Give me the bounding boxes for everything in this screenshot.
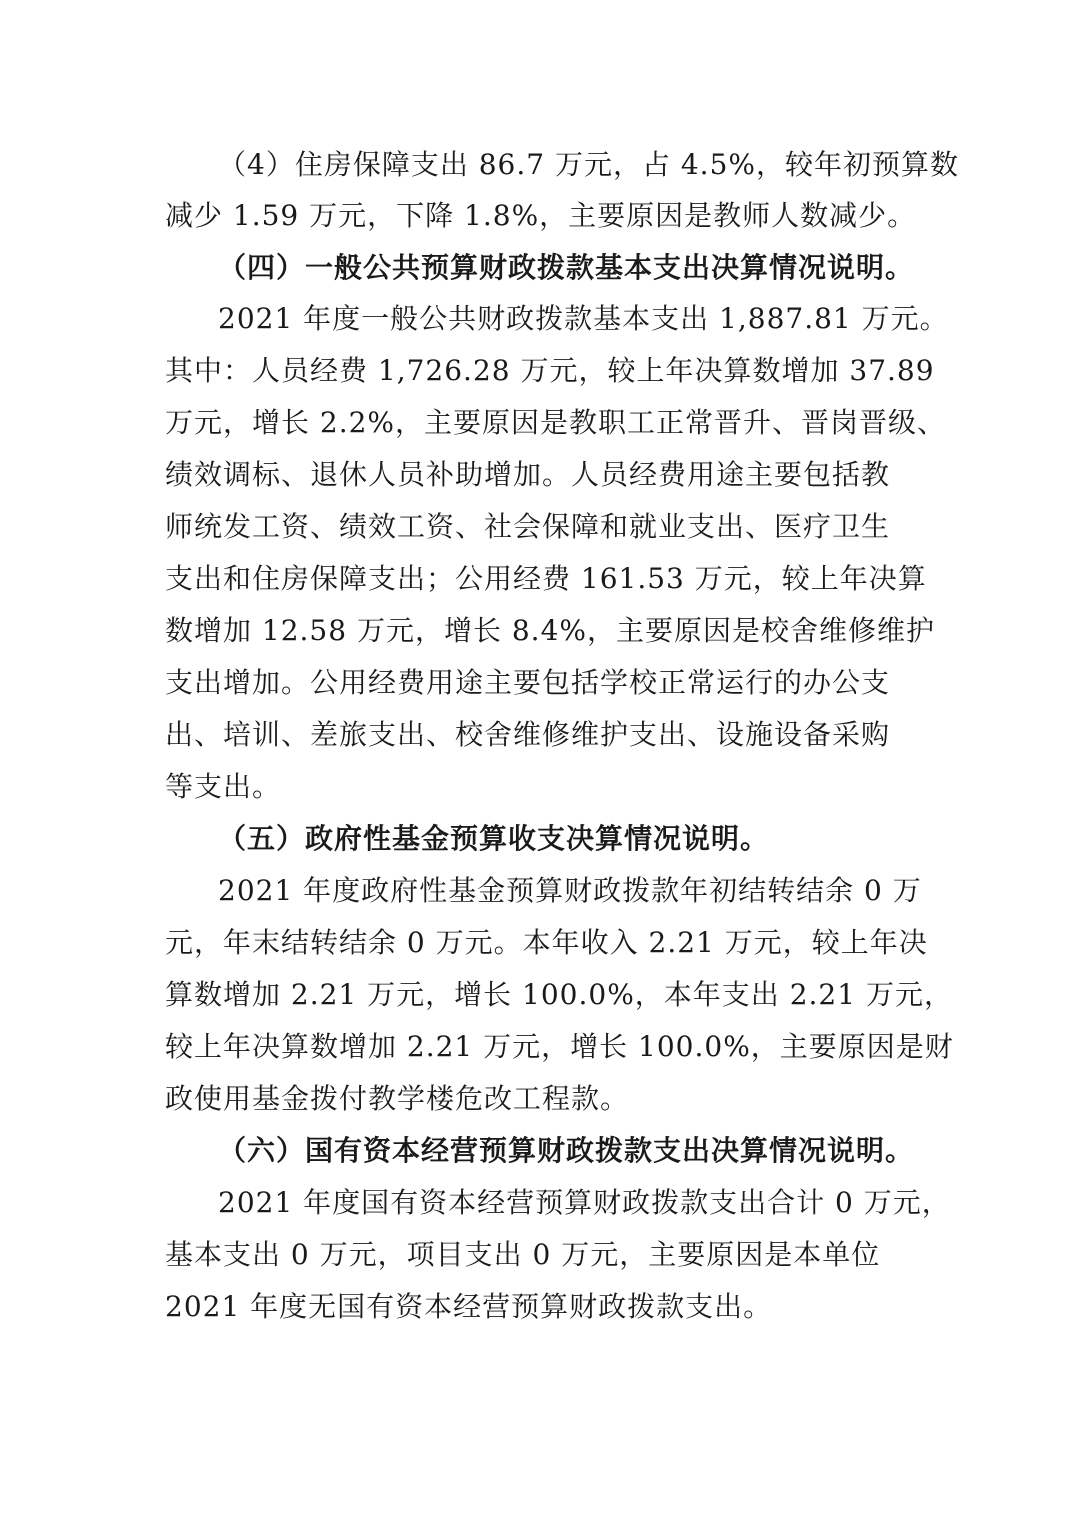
paragraph-line: 出、培训、差旅支出、校舍维修维护支出、设施设备采购 [165,718,891,751]
paragraph-line: 元，年末结转结余 0 万元。本年收入 2.21 万元，较上年决 [165,926,928,959]
paragraph-line: 2021 年度一般公共财政拨款基本支出 1,887.81 万元。 [218,302,949,335]
paragraph-line: 支出增加。公用经费用途主要包括学校正常运行的办公支 [165,666,891,699]
paragraph-line: 基本支出 0 万元，项目支出 0 万元，主要原因是本单位 [165,1238,881,1271]
section-heading: （四）一般公共预算财政拨款基本支出决算情况说明。 [218,251,915,284]
section-heading: （六）国有资本经营预算财政拨款支出决算情况说明。 [218,1134,915,1167]
paragraph-line: 绩效调标、退休人员补助增加。人员经费用途主要包括教 [165,458,891,491]
paragraph-line: 师统发工资、绩效工资、社会保障和就业支出、医疗卫生 [165,510,891,543]
paragraph-line: 减少 1.59 万元，下降 1.8%，主要原因是教师人数减少。 [165,199,917,232]
paragraph-line: 算数增加 2.21 万元，增长 100.0%，本年支出 2.21 万元， [165,978,953,1011]
paragraph-line: 2021 年度国有资本经营预算财政拨款支出合计 0 万元， [218,1186,951,1219]
paragraph-line: 政使用基金拨付教学楼危改工程款。 [165,1082,630,1115]
paragraph-line: （4）住房保障支出 86.7 万元，占 4.5%，较年初预算数 [218,148,959,181]
section-heading: （五）政府性基金预算收支决算情况说明。 [218,822,770,855]
paragraph-line: 支出和住房保障支出；公用经费 161.53 万元，较上年决算 [165,562,927,595]
paragraph-line: 数增加 12.58 万元，增长 8.4%，主要原因是校舍维修维护 [165,614,935,647]
paragraph-line: 其中：人员经费 1,726.28 万元，较上年决算数增加 37.89 [165,354,935,387]
paragraph-line: 万元，增长 2.2%，主要原因是教职工正常晋升、晋岗晋级、 [165,406,947,439]
paragraph-line: 2021 年度政府性基金预算财政拨款年初结转结余 0 万 [218,874,922,907]
paragraph-line: 2021 年度无国有资本经营预算财政拨款支出。 [165,1290,773,1323]
paragraph-line: 等支出。 [165,770,282,803]
paragraph-line: 较上年决算数增加 2.21 万元，增长 100.0%，主要原因是财 [165,1030,954,1063]
